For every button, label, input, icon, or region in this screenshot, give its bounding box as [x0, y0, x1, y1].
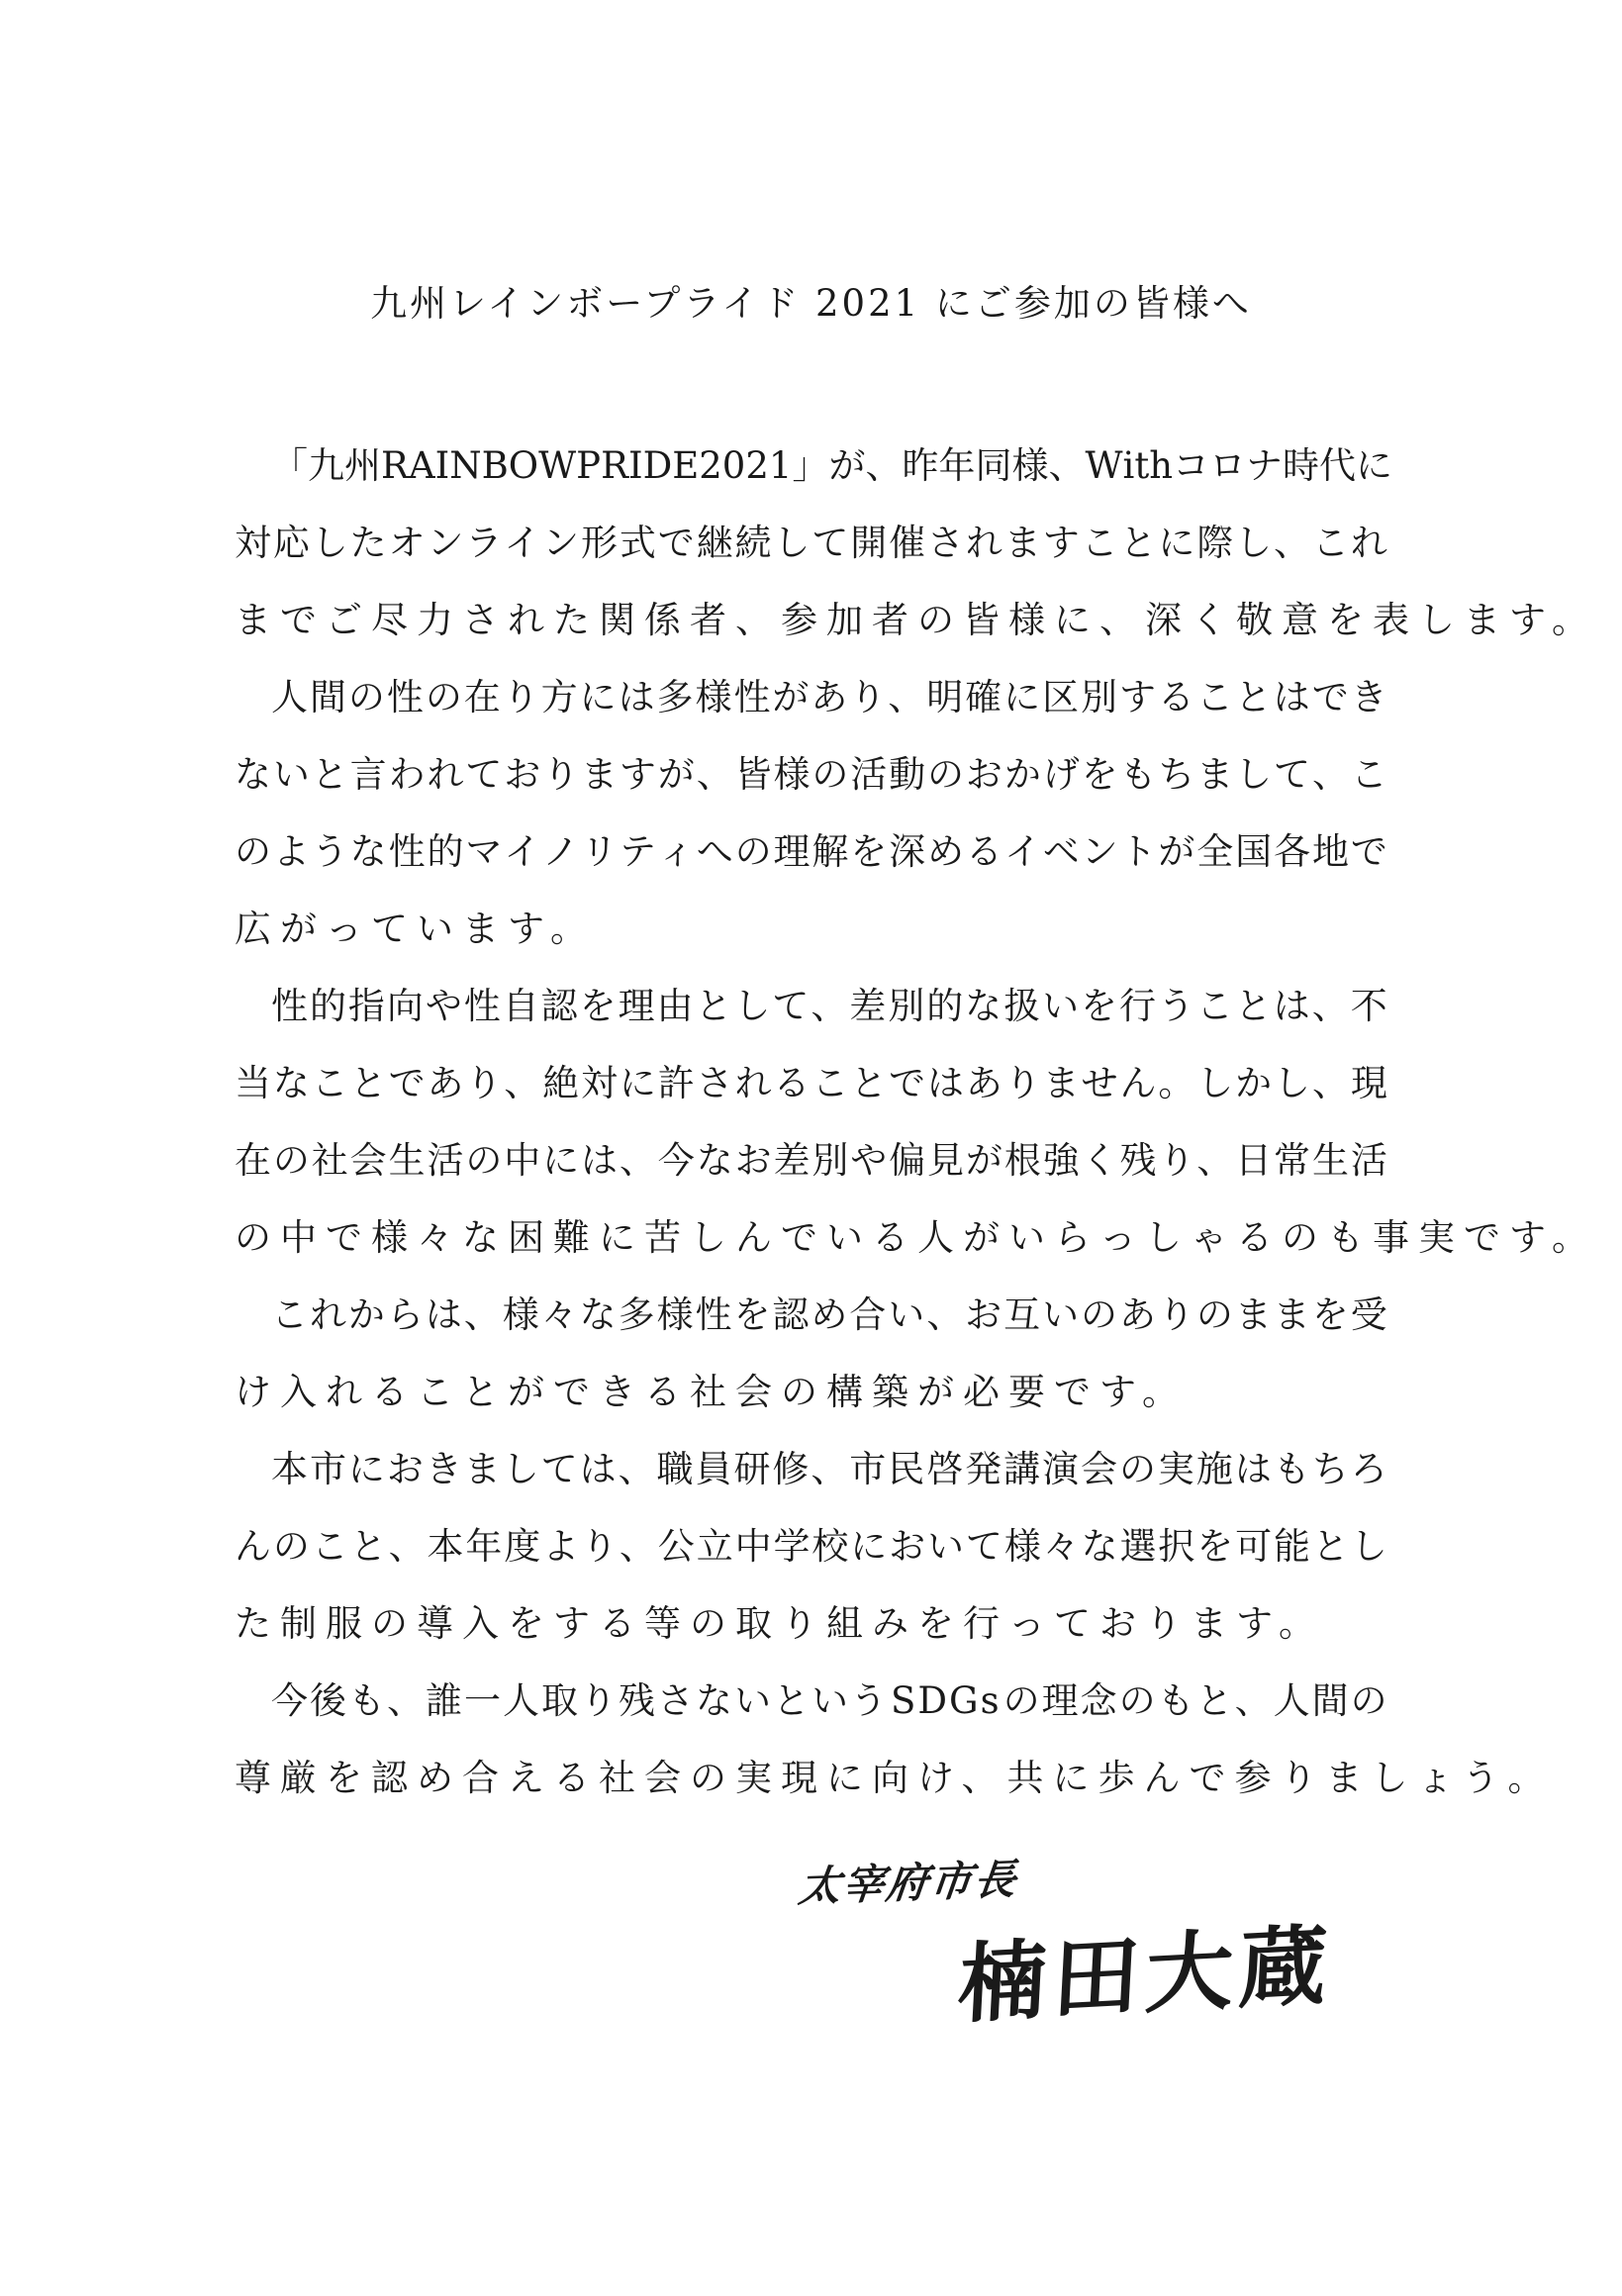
- body-line: 尊厳を認め合える社会の実現に向け、共に歩んで参りましょう。: [235, 1757, 1554, 1799]
- signature-block: [792, 1851, 1336, 2036]
- body-line: 当 な こ と で あ り 、 絶 対 に 許 さ れ る こ と で は あ り ま せ ん 。 し か し 、 現: [235, 1062, 1387, 1104]
- body-line: 人 間 の 性 の 在 り 方 に は 多 様 性 が あ り 、 明 確 に 区 別 す る こ と は で き: [271, 676, 1387, 718]
- body-line: た制服の導入をする等の取り組みを行っております。: [235, 1602, 1325, 1645]
- body-line: の中で様々な困難に苦しんでいる人がいらっしゃるのも事実です。: [235, 1216, 1598, 1259]
- body-line: 「 九 州 R A I N B O W P R I D E 2 0 2 1 」 が 、 昨 年 同 様 、 W i t h コ ロ ナ 時 代 に: [271, 444, 1393, 487]
- body-line: までご尽力された関係者、参加者の皆様に、深く敬意を表します。: [235, 599, 1598, 641]
- body-line: 今 後 も 、 誰 一 人 取 り 残 さ な い と い う S D G s の 理 念 の も と 、 人 間 の: [271, 1679, 1387, 1722]
- body-line: の よ う な 性 的 マ イ ノ リ テ ィ へ の 理 解 を 深 め る イ ベ ン ト が 全 国 各 地 で: [235, 830, 1387, 873]
- body-line: こ れ か ら は 、 様 々 な 多 様 性 を 認 め 合 い 、 お 互 い の あ り の ま ま を 受: [271, 1293, 1387, 1336]
- signature-title: 太宰府市長: [796, 1855, 1020, 1911]
- body-line: 性 的 指 向 や 性 自 認 を 理 由 と し て 、 差 別 的 な 扱 い を 行 う こ と は 、 不: [271, 985, 1387, 1027]
- body-line: 対 応 し た オ ン ラ イ ン 形 式 で 継 続 し て 開 催 さ れ ま す こ と に 際 し 、 こ れ: [235, 522, 1387, 564]
- letter-body: [235, 428, 1598, 1817]
- body-line: な い と 言 わ れ て お り ま す が 、 皆 様 の 活 動 の お か げ を も ち ま し て 、 こ: [235, 753, 1387, 796]
- signature-name: 楠田大蔵: [956, 1914, 1336, 2036]
- body-line: 広がっています。: [235, 908, 597, 950]
- letter-title: 九州レインボープライド 2021 にご参加の皆様へ: [370, 282, 1252, 325]
- body-line: ん の こ と 、 本 年 度 よ り 、 公 立 中 学 校 に お い て 様 々 な 選 択 を 可 能 と し: [235, 1525, 1387, 1568]
- body-line: 本 市 に お き ま し て は 、 職 員 研 修 、 市 民 啓 発 講 演 会 の 実 施 は も ち ろ: [271, 1448, 1387, 1490]
- body-line: 在 の 社 会 生 活 の 中 に は 、 今 な お 差 別 や 偏 見 が 根 強 く 残 り 、 日 常 生 活: [235, 1139, 1387, 1182]
- body-line: け入れることができる社会の構築が必要です。: [235, 1371, 1189, 1413]
